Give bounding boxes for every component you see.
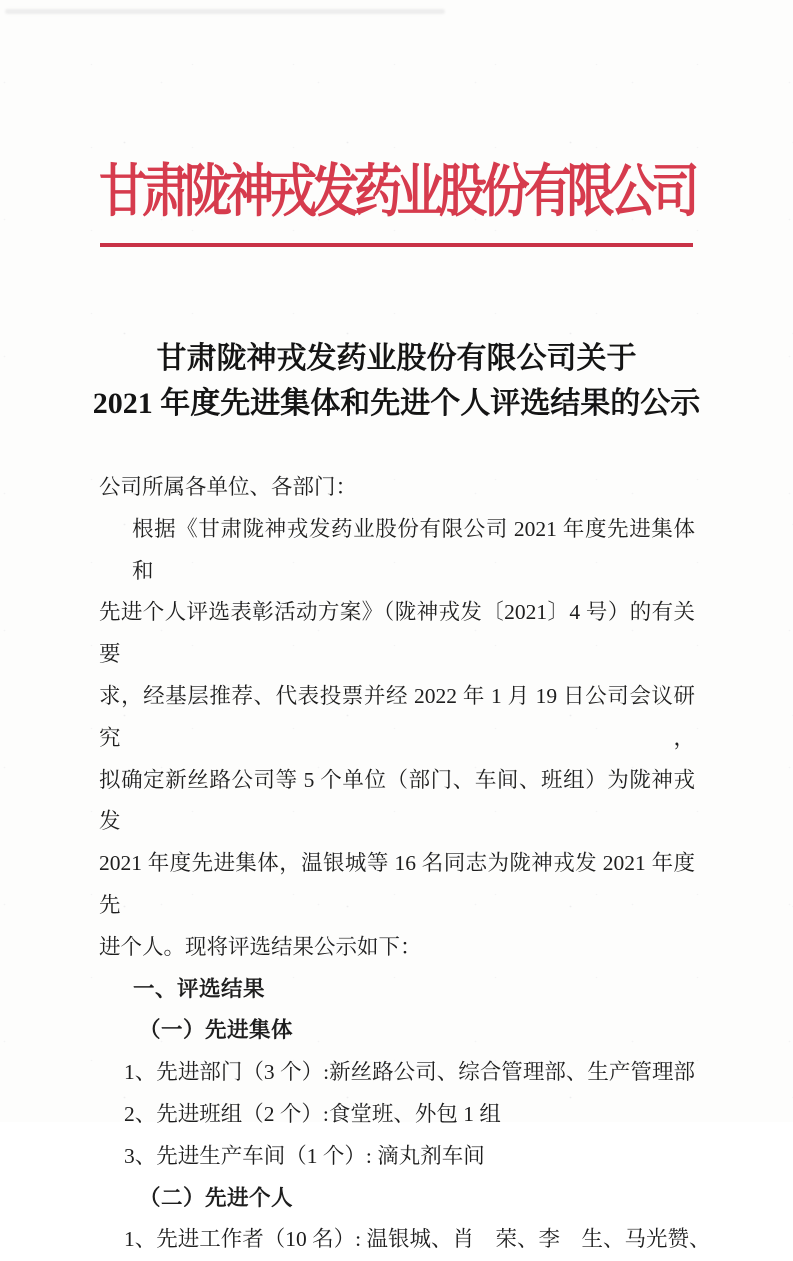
subsection-heading-advanced-individuals: （二）先进个人 <box>139 1185 294 1210</box>
subsection-heading-advanced-collectives: （一）先进集体 <box>139 1018 294 1043</box>
document-title <box>0 336 793 426</box>
letterhead-company-name: 甘肃陇神戎发药业股份有限公司 <box>98 160 694 224</box>
document-title-line-1: 甘肃陇神戎发药业股份有限公司关于 <box>156 342 637 375</box>
section-heading-results: 一、评选结果 <box>133 976 266 1001</box>
list-item-advanced-workers: 1、先进工作者（10 名）: 温银城、肖 荣、李 生、马光赞、 <box>124 1227 711 1252</box>
list-item-advanced-workshop: 3、先进生产车间（1 个）: 滴丸剂车间 <box>124 1143 485 1168</box>
list-item-advanced-teams: 2、先进班组（2 个）:食堂班、外包 1 组 <box>124 1101 501 1126</box>
intro-line: 拟确定新丝路公司等 5 个单位（部门、车间、班组）为陇神戎发 <box>99 767 695 834</box>
scan-artifact-streak <box>5 9 445 14</box>
document-title-line-2: 2021 年度先进集体和先进个人评选结果的公示 <box>92 387 701 420</box>
intro-line: 求，经基层推荐、代表投票并经 2022 年 1 月 19 日公司会议研究， <box>99 683 695 750</box>
intro-line: 根据《甘肃陇神戎发药业股份有限公司 2021 年度先进集体和 <box>132 516 695 583</box>
intro-line: 先进个人评选表彰活动方案》（陇神戎发〔2021〕4 号）的有关要 <box>99 600 695 667</box>
list-item-advanced-departments: 1、先进部门（3 个）:新丝路公司、综合管理部、生产管理部 <box>124 1060 695 1085</box>
salutation: 公司所属各单位、各部门： <box>99 475 358 499</box>
document-body <box>99 467 711 1261</box>
intro-line: 进个人。现将评选结果公示如下： <box>99 934 422 959</box>
letterhead-divider-rule <box>100 243 693 247</box>
intro-line: 2021 年度先进集体，温银城等 16 名同志为陇神戎发 2021 年度先 <box>99 851 695 917</box>
